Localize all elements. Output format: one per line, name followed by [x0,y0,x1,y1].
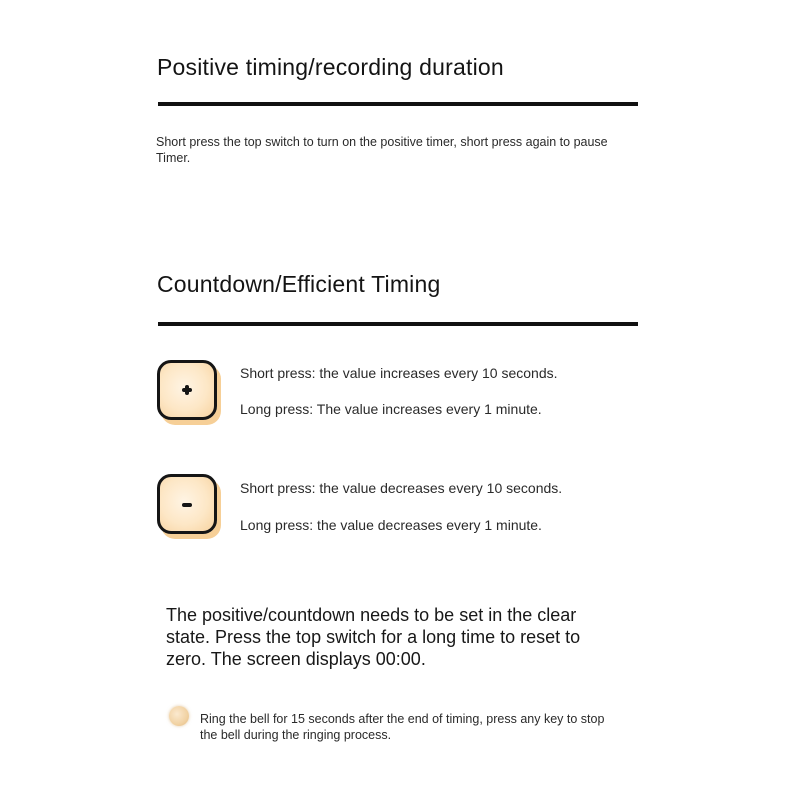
reset-note-line1: The positive/countdown needs to be set in the clear [166,605,577,625]
positive-timing-title: Positive timing/recording duration [157,54,504,80]
countdown-timing-title: Countdown/Efficient Timing [157,271,441,297]
bell-note-line1: Ring the bell for 15 seconds after the end of timing, press any key to stop [200,712,605,726]
positive-timing-description [156,134,608,166]
minus-short-press-text: Short press: the value decreases every 10 seconds. [240,480,563,496]
bell-note [200,711,604,743]
countdown-timing-divider [158,322,638,326]
positive-description-line2: Timer. [156,151,191,165]
reset-note-line3: zero. The screen displays 00:00. [166,649,426,669]
bell-dot-icon [169,706,189,726]
plus-key [157,360,217,420]
positive-description-line1: Short press the top switch to turn on the positive timer, short press again to pause [156,135,608,149]
minus-long-press-text: Long press: the value decreases every 1 minute. [240,517,542,533]
positive-timing-divider [158,102,638,106]
minus-key [157,474,217,534]
reset-note [166,604,580,670]
plus-long-press-text: Long press: The value increases every 1 minute. [240,401,542,417]
reset-note-line2: state. Press the top switch for a long time to reset to [166,627,581,647]
bell-note-line2: the bell during the ringing process. [200,728,392,742]
plus-short-press-text: Short press: the value increases every 10 seconds. [240,365,558,381]
